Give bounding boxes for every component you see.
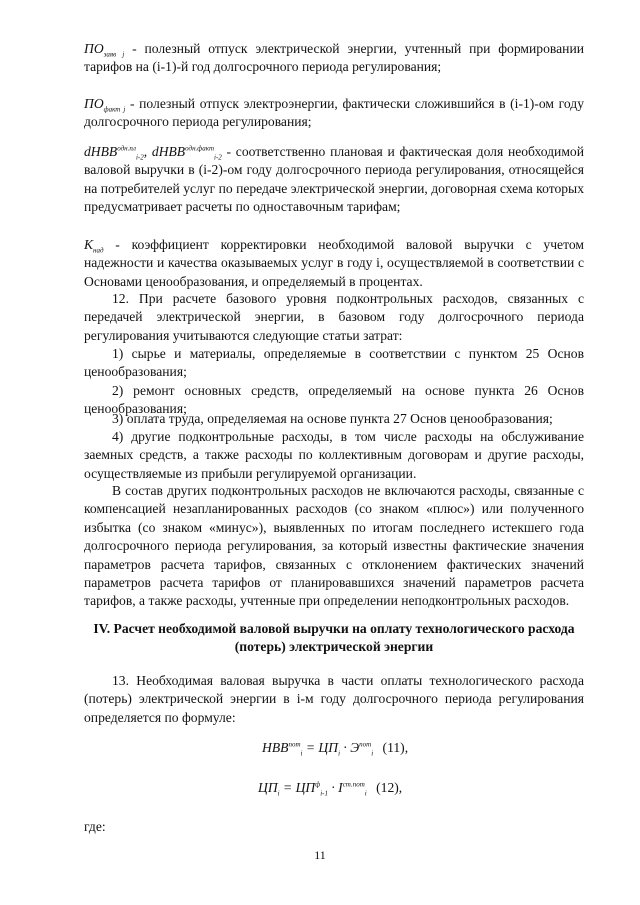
formula-number: (12), [376,780,403,795]
list-item: 2) ремонт основных средств, определяемый на основе пункта 26 Основ ценообразования; [84,383,584,417]
formula-12: $ЦП_i = ЦП^ф_{i-1} \cdot I^{ст.пот}_i$ (12), [258,780,403,798]
where-label: где: [84,819,106,834]
definition-po-zayav: $ПО_{заяв j}$ - полезный отпуск электрической энергии, учтенный при формировании тарифов на (i-1)-й год долгосрочного периода регулирования; [84,41,584,75]
paragraph-other-expenses: В состав других подконтрольных расходов не включаются расходы, связанные с компенсацией незапланированных расходов (со знаком «плюс») или полученного избытка (со знаком «минус»), выявленных по итогам последнего истекшего года долгосрочного периода регулирования, за который известны фактические значения параметров расчета тарифов, связанных с отклонением фактических значений параметров расчета тарифов от планировавшихся значений параметров расчета тарифов, а также расходы, учтенные при определении неподконтрольных расходов. [84,483,584,609]
definition-po-fakt: $ПО_{факт j}$ - полезный отпуск электроэнергии, фактически сложившийся в (i-1)-ом году долгосрочного периода регулирования; [84,96,584,130]
list-item: 3) оплата труда, определяемая на основе пункта 27 Основ ценообразования; [112,411,553,426]
paragraph-13: 13. Необходимая валовая выручка в части оплаты технологического расхода (потерь) электрической энергии в i-м году долгосрочного периода регулирования определяется по формуле: [84,673,584,725]
section-heading: IV. Расчет необходимой валовой выручки на оплату технологического расхода (потерь) электрической энергии [93,621,575,655]
page-number: 11 [314,848,326,862]
formula-11: $НВВ^{пот}_i = ЦП_i \cdot Э^{пот}_i$ (11), [262,740,409,758]
list-item: 4) другие подконтрольные расходы, в том числе расходы на обслуживание заемных средств, а также расходы по коллективным договорам и другие расходы, осуществляемые из прибыли регулируемой организации. [84,429,584,481]
paragraph-12: 12. При расчете базового уровня подконтрольных расходов, связанных с передачей электрической энергии, в базовом году долгосрочного периода регулирования учитываются следующие статьи затрат: [84,291,584,343]
definition-k-nad: $К_{над}$ - коэффициент корректировки необходимой валовой выручки с учетом надежности и качества оказываемых услуг в году i, осуществляемой в соответствии с Основами ценообразования, и определяемый в процентах. [84,237,584,289]
formula-number: (11), [382,740,409,755]
list-item: 1) сырье и материалы, определяемые в соответствии с пунктом 25 Основ ценообразования; [84,346,584,380]
definition-dnvv: dНВВ$^{одн.пл}_{i-2}$, dНВВ$^{одн.факт}_{i-2}$ - соответственно плановая и фактическая доля необходимой валовой выручки в (i-2)-ом году долгосрочного периода регулирования, относящейся на потребителей услуг по передаче электрической энергии, договорная схема которых предусматривает расчеты по одноставочным тарифам; [84,144,585,215]
